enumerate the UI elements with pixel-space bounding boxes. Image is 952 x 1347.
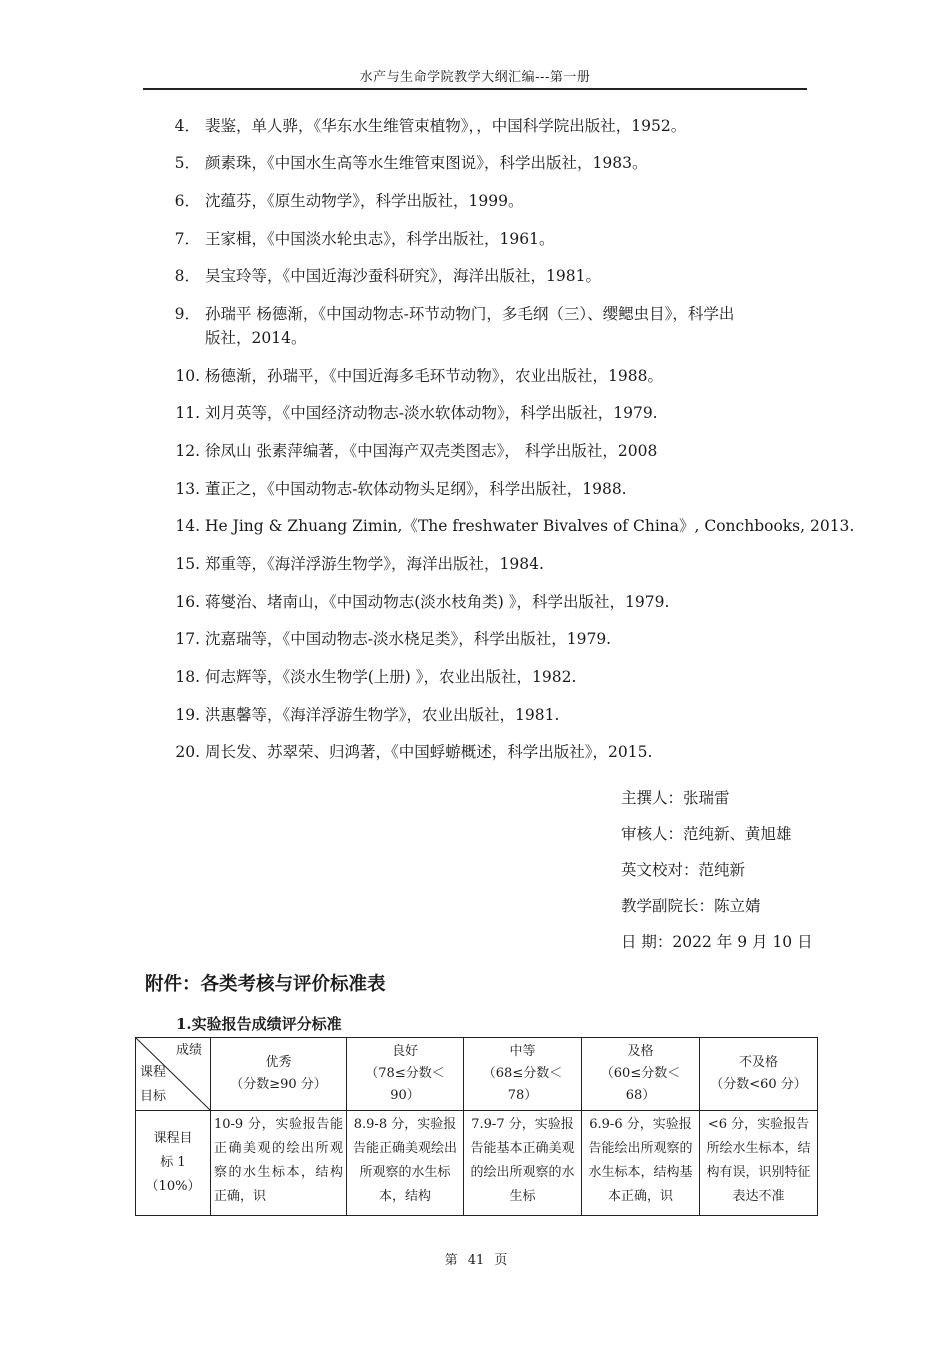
reference-number: 14. — [175, 517, 200, 535]
column-header-label: 及格 — [627, 1044, 654, 1059]
criteria-cell-good: 8.9-8 分，实验报告能正确美观绘出所观察的水生标本，结构 — [347, 1111, 464, 1216]
row-label-line: 标 1 — [160, 1155, 186, 1170]
reference-item — [174, 227, 554, 251]
reference-number: 5． — [174, 154, 200, 172]
row-label-weight: （10%） — [145, 1179, 201, 1194]
reference-text: 洪惠馨等，《海洋浮游生物学》，农业出版社，1981. — [205, 706, 560, 724]
column-header-range-end: 78） — [507, 1088, 538, 1103]
column-header-average — [464, 1038, 582, 1111]
column-header-label: 良好 — [391, 1044, 418, 1059]
table-header-row — [136, 1038, 818, 1111]
appendix-title: 附件：各类考核与评价标准表 — [145, 974, 386, 995]
reference-item — [174, 740, 652, 764]
corner-header-cell — [136, 1038, 211, 1111]
criteria-cell-fail: <6 分，实验报告所绘水生标本，结构有误，识别特征表达不准 — [700, 1111, 818, 1216]
column-header-label: 优秀 — [265, 1055, 292, 1070]
reference-number: 6． — [174, 192, 200, 210]
reference-item — [174, 364, 663, 388]
reference-item — [174, 302, 734, 350]
reference-item — [174, 114, 686, 138]
column-header-good — [347, 1038, 464, 1111]
reference-text: 徐凤山 张素萍编著，《中国海产双壳类图志》， 科学出版社，2008 — [205, 442, 658, 460]
reference-item — [174, 151, 647, 175]
reference-text-continued: 版社，2014。 — [205, 329, 307, 347]
reference-text: 裴鉴，单人骅，《华东水生维管束植物》，，中国科学院出版社，1952。 — [205, 117, 687, 135]
column-header-range-end: 90） — [390, 1088, 420, 1103]
reference-text: 王家楫，《中国淡水轮虫志》，科学出版社，1961。 — [205, 230, 555, 248]
criteria-cell-pass: 6.9-6 分，实验报告能绘出所观察的水生标本，结构基本正确，识 — [582, 1111, 700, 1216]
reference-item — [174, 552, 544, 576]
corner-label-course: 课程 — [140, 1065, 167, 1080]
signature-vice-dean: 教学副院长：陈立婧 — [621, 897, 761, 915]
reference-number: 20. — [175, 743, 200, 761]
column-header-range: （60≤分数＜ — [600, 1066, 681, 1081]
table-row — [136, 1111, 818, 1216]
criteria-cell-excellent: 10-9 分，实验报告能正确美观的绘出所观察的水生标本，结构正确，识 — [211, 1111, 347, 1216]
reference-item — [174, 627, 611, 651]
reference-text: 杨德渐，孙瑞平，《中国近海多毛环节动物》，农业出版社，1988。 — [205, 367, 663, 385]
column-header-range: （78≤分数＜ — [365, 1066, 445, 1081]
document-header: 水产与生命学院教学大纲汇编---第一册 — [359, 70, 591, 85]
reference-item — [174, 665, 576, 689]
reference-text: 沈蕴芬，《原生动物学》，科学出版社，1999。 — [205, 192, 524, 210]
row-label-line: 课程目 — [153, 1131, 193, 1146]
signature-author: 主撰人：张瑞雷 — [621, 789, 730, 807]
reference-number: 7． — [174, 230, 200, 248]
criteria-cell-average: 7.9-7 分，实验报告能基本正确美观的绘出所观察的水生标 — [464, 1111, 582, 1216]
reference-number: 16. — [175, 593, 200, 611]
reference-text: 董正之，《中国动物志-软体动物头足纲》，科学出版社，1988. — [205, 480, 627, 498]
reference-text: He Jing & Zhuang Zimin,《The freshwater Bivalves of China》, Conchbooks, 2013. — [205, 517, 855, 535]
reference-item — [174, 514, 854, 538]
table-title: 1.实验报告成绩评分标准 — [176, 1015, 342, 1033]
reference-text: 刘月英等，《中国经济动物志-淡水软体动物》，科学出版社，1979. — [205, 404, 658, 422]
column-header-excellent — [211, 1038, 347, 1111]
column-header-range: （68≤分数＜ — [482, 1066, 563, 1081]
reference-text: 周长发、苏翠荣、归鸿著，《中国蜉蝣概述，科学出版社》，2015. — [205, 743, 653, 761]
column-header-pass — [582, 1038, 700, 1111]
reference-item — [174, 439, 657, 463]
reference-item — [174, 264, 601, 288]
reference-text: 何志辉等，《淡水生物学(上册) 》，农业出版社，1982. — [205, 668, 577, 686]
reference-number: 8． — [174, 267, 200, 285]
reference-number: 13. — [175, 480, 200, 498]
row-label-objective-1 — [136, 1111, 211, 1216]
corner-label-objective: 目标 — [140, 1089, 167, 1104]
reference-number: 17. — [175, 630, 200, 648]
reference-text: 沈嘉瑞等，《中国动物志-淡水桡足类》，科学出版社，1979. — [205, 630, 612, 648]
reference-item — [174, 703, 559, 727]
signature-english-proofreader: 英文校对：范纯新 — [621, 861, 746, 879]
reference-number: 4． — [174, 117, 200, 135]
column-header-fail — [700, 1038, 818, 1111]
reference-text: 颜素珠，《中国水生高等水生维管束图说》，科学出版社，1983。 — [205, 154, 648, 172]
reference-number: 18. — [175, 668, 200, 686]
reference-number: 15. — [175, 555, 200, 573]
reference-item — [174, 401, 658, 425]
column-header-range: （分数<60 分） — [710, 1077, 807, 1092]
column-header-range-end: 68） — [625, 1088, 656, 1103]
header-rule — [143, 88, 807, 90]
reference-text: 蒋燮治、堵南山，《中国动物志(淡水枝角类) 》，科学出版社，1979. — [205, 593, 670, 611]
reference-item — [174, 590, 669, 614]
reference-number: 11. — [175, 404, 200, 422]
reference-number: 12. — [175, 442, 200, 460]
reference-number: 10. — [175, 367, 200, 385]
column-header-label: 不及格 — [738, 1055, 778, 1070]
corner-label-grade: 成绩 — [175, 1043, 202, 1058]
grading-table — [135, 1037, 818, 1216]
signature-reviewer: 审核人：范纯新、黄旭雄 — [621, 825, 792, 843]
reference-number: 9． — [174, 305, 200, 323]
signature-date: 日 期：2022 年 9 月 10 日 — [621, 933, 813, 951]
column-header-label: 中等 — [509, 1044, 536, 1059]
reference-number: 19. — [175, 706, 200, 724]
reference-text: 孙瑞平 杨德渐，《中国动物志-环节动物门，多毛纲（三）、缨鳃虫目》，科学出 — [205, 305, 735, 323]
column-header-range: （分数≥90 分） — [230, 1077, 327, 1092]
reference-item — [174, 477, 627, 501]
page-number: 第 41 页 — [444, 1253, 508, 1268]
reference-item — [174, 189, 523, 213]
reference-text: 郑重等，《海洋浮游生物学》，海洋出版社，1984. — [205, 555, 544, 573]
reference-text: 吴宝玲等，《中国近海沙蚕科研究》，海洋出版社，1981。 — [205, 267, 601, 285]
